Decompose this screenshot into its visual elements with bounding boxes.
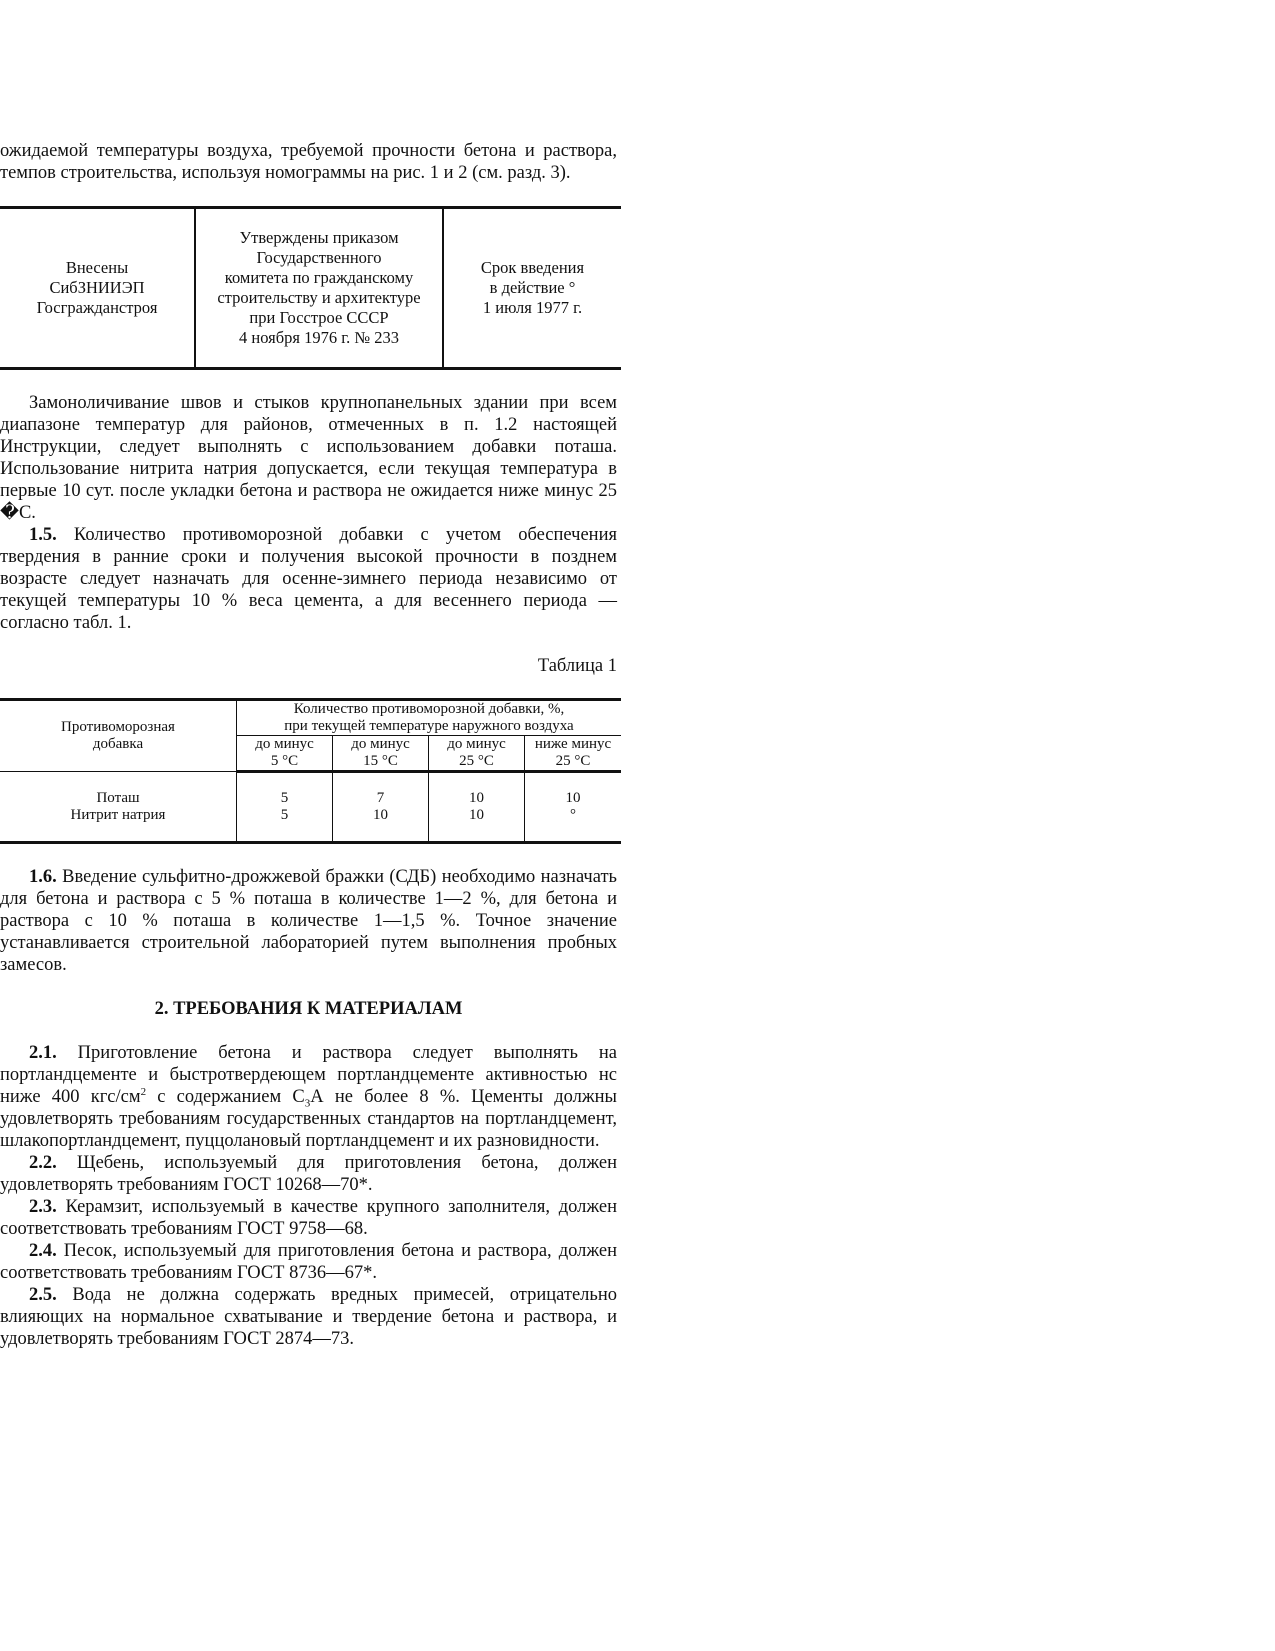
section-number: 2.4. <box>29 1241 57 1261</box>
section-number: 2.5. <box>29 1285 57 1305</box>
header-line: 25 °С <box>555 753 591 769</box>
approval-line: в действие ° <box>489 278 576 297</box>
header-line: 25 °С <box>459 753 494 769</box>
section-text: Количество противоморозной добавки с учетом обеспечения твердения в ранние сроки и получения высокой прочности в позднем возрасте следует назначать для осенне-зимнего периода независимо от текущей температуры 10 % веса цемента, а для весеннего периода — согласно табл. 1. <box>0 525 617 633</box>
value: 7 <box>376 790 385 806</box>
approval-line: Внесены <box>65 258 129 277</box>
section-2-heading: 2. ТРЕБОВАНИЯ К МАТЕРИАЛАМ <box>154 999 463 1019</box>
value: 10 <box>565 790 581 806</box>
approval-table <box>0 206 621 370</box>
value-cell <box>333 772 429 843</box>
value: 10 <box>373 807 388 823</box>
value-cell <box>525 772 622 843</box>
approval-submitted-cell <box>0 208 195 369</box>
section-text: Щебень, используемый для приготовления бетона, должен удовлетворять требованиям ГОСТ 10268—70*. <box>0 1153 617 1195</box>
section-number: 2.2. <box>29 1153 57 1173</box>
section-2-5 <box>0 1284 617 1350</box>
section-text: Керамзит, используемый в качестве крупного заполнителя, должен соответствовать требованиям ГОСТ 9758—68. <box>0 1197 617 1239</box>
value: 10 <box>469 807 484 823</box>
approval-line: строительству и архитектуре <box>217 288 421 307</box>
section-number: 1.6. <box>29 867 57 887</box>
value-cell <box>429 772 525 843</box>
approval-line: Государственного <box>256 248 382 267</box>
header-col-minus25 <box>429 736 525 772</box>
header-line: 5 °С <box>270 753 299 769</box>
header-line: Количество противоморозной добавки, %, <box>293 701 565 717</box>
value-cell <box>237 772 333 843</box>
header-line: до минус <box>351 736 410 752</box>
section-number: 1.5. <box>29 525 57 545</box>
table-caption: Таблица 1 <box>537 656 617 676</box>
section-2-3 <box>0 1196 617 1240</box>
header-line: Противоморозная <box>61 719 175 735</box>
header-col-minus5 <box>237 736 333 772</box>
section-2-4 <box>0 1240 617 1284</box>
superscript: 2 <box>140 1085 147 1098</box>
table-row <box>0 772 621 843</box>
paragraph-monolith: Замоноличивание швов и стыков крупнопанельных здании при всем диапазоне температур для районов, отмеченных в п. 1.2 настоящей Инструкции, следует выполнять с использованием добавки поташа. Использование нитрита натрия допускается, если текущая температура в первые 10 сут. после укладки бетона и раствора не ожидается ниже минус 25 �С. <box>0 393 617 523</box>
value: 10 <box>469 790 484 806</box>
section-text: Приготовление бетона и раствора следует выполнять на портландцементе и быстротвердеющем портландцементе активностью нс ниже 400 кгс/см <box>0 1043 617 1107</box>
approval-line: Срок введения <box>480 258 585 277</box>
approval-line: Госгражданстроя <box>36 298 158 317</box>
section-number: 2.3. <box>29 1197 57 1217</box>
header-line: при текущей температуре наружного воздуха <box>284 718 574 734</box>
section-2-2 <box>0 1152 617 1196</box>
value: 5 <box>280 807 289 823</box>
additive-cell <box>0 772 237 843</box>
section-text: Вода не должна содержать вредных примесей, отрицательно влияющих на нормальное схватывание и твердение бетона и раствора, и удовлетворять требованиям ГОСТ 2874—73. <box>0 1285 617 1349</box>
header-line: до минус <box>255 736 314 752</box>
section-text: Песок, используемый для приготовления бетона и раствора, должен соответствовать требованиям ГОСТ 8736—67*. <box>0 1241 617 1283</box>
header-group <box>237 700 622 736</box>
approval-line: СибЗНИИЭП <box>49 278 145 297</box>
section-2-1 <box>0 1042 617 1152</box>
approval-line: комитета по гражданскому <box>224 268 414 287</box>
header-line: ниже минус <box>534 736 612 752</box>
additive-name: Нитрит натрия <box>70 806 166 823</box>
approval-effective-date-cell <box>443 208 621 369</box>
subscript: 3 <box>304 1097 311 1110</box>
header-line: до минус <box>447 736 506 752</box>
value: ° <box>570 807 576 823</box>
header-col-below25 <box>525 736 622 772</box>
section-1-5 <box>0 524 617 634</box>
value: 5 <box>280 790 289 806</box>
approval-line: при Госстрое СССР <box>249 308 389 327</box>
document-page <box>0 140 617 1350</box>
intro-paragraph: ожидаемой температуры воздуха, требуемой прочности бетона и раствора, темпов строительства, используя номограммы на рис. 1 и 2 (см. разд. 3). <box>0 141 617 183</box>
header-col-minus15 <box>333 736 429 772</box>
section-text: с содержанием С <box>146 1087 305 1107</box>
approval-line: 1 июля 1977 г. <box>482 298 583 317</box>
section-text: А не более 8 %. Цементы должны удовлетворять требованиям государственных стандартов на портландцемент, шлакопортландцемент, пуццолановый портландцемент и их разновидности. <box>0 1087 617 1151</box>
additive-name: Поташ <box>96 789 140 806</box>
approval-line: 4 ноября 1976 г. № 233 <box>239 328 399 347</box>
approval-approved-cell <box>195 208 443 369</box>
section-text: Введение сульфитно-дрожжевой бражки (СДБ) необходимо назначать для бетона и раствора с 5 % поташа в количестве 1—2 %, для бетона и раствора с 10 % поташа в количестве 1—1,5 %. Точное значение устанавливается строительной лабораторией путем выполнения пробных замесов. <box>0 867 617 975</box>
header-line: 15 °С <box>363 753 398 769</box>
antifreeze-table <box>0 698 621 844</box>
header-additive <box>0 700 237 772</box>
section-1-6 <box>0 866 617 976</box>
header-line: добавка <box>92 736 144 752</box>
section-number: 2.1. <box>29 1043 57 1063</box>
approval-line: Утверждены приказом <box>239 228 399 247</box>
